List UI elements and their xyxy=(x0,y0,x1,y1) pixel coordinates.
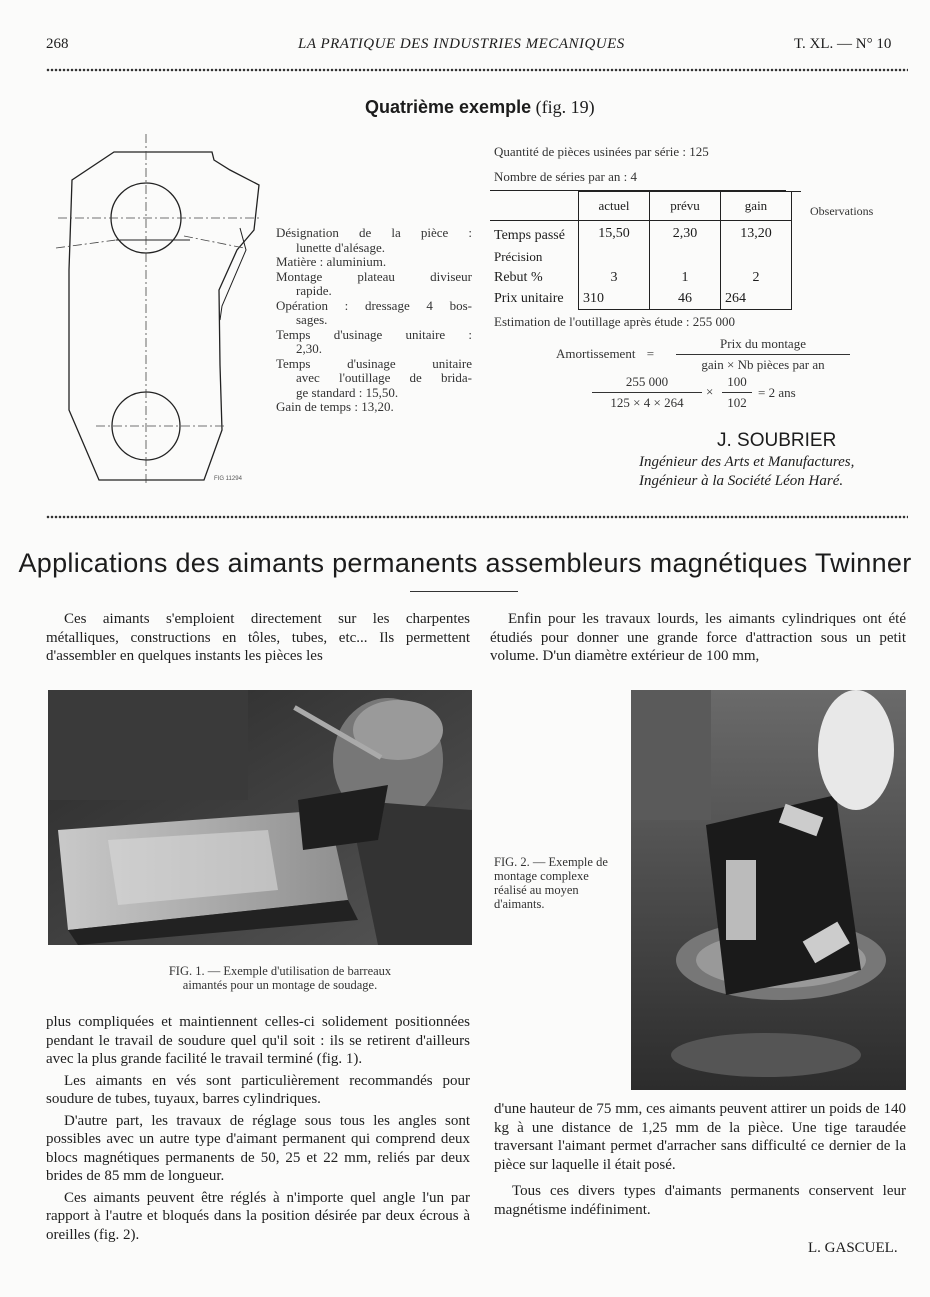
header-dotted-rule xyxy=(46,68,908,72)
right-column-body xyxy=(494,1100,906,1219)
cell xyxy=(650,246,721,267)
figure-1-photo xyxy=(48,690,472,945)
example-title xyxy=(365,97,595,118)
spec-line: Temps d'usinage unitaire xyxy=(276,355,472,371)
calc-numerator: 255 000 xyxy=(625,374,669,389)
paragraph: Ces aimants peuvent être réglés à n'importe quel angle l'un par rapport à l'autre et bloqués dans la position désirée par deux écrous à oreilles (fig. 2). xyxy=(46,1189,470,1243)
paragraph: Ces aimants s'emploient directement sur les charpentes métalliques, constructions en tôles, tubes, etc... Ils permettent d'assembler en quelques instants les pièces les xyxy=(46,611,470,664)
right-column-intro xyxy=(490,610,906,666)
section-dotted-rule xyxy=(46,515,908,519)
figure-2-caption: FIG. 2. — Exemple de montage complexe réalisé au moyen d'aimants. xyxy=(494,855,608,911)
ratio-denominator: 102 xyxy=(727,395,747,410)
figure-1-caption: FIG. 1. — Exemple d'utilisation de barreaux aimantés pour un montage de soudage. xyxy=(168,964,392,992)
cell: 2,30 xyxy=(650,221,721,247)
article-title: Applications des aimants permanents assembleurs magnétiques Twinner xyxy=(18,548,912,578)
spec-line: sages. xyxy=(296,312,328,327)
running-title: LA PRATIQUE DES INDUSTRIES MECANIQUES xyxy=(298,36,625,52)
fraction-bar xyxy=(592,392,702,393)
paragraph: d'une hauteur de 75 mm, ces aimants peuvent attirer un poids de 140 kg à une distance de 1,25 mm de la pièce. Une tige taraudée traversant l'aimant permet d'arracher sans difficulté ce dernier de la pièce sur laquelle il était posé. xyxy=(494,1101,906,1173)
cell: 46 xyxy=(650,288,721,310)
drawing-ref-label: FIG 11294 xyxy=(214,476,242,482)
spec-line: rapide. xyxy=(296,283,332,298)
title-underline xyxy=(410,591,518,592)
paragraph: plus compliquées et maintiennent celles-ci solidement positionnées pendant le travail de soudure quel qu'il soit : ils se retirent d'ailleurs avec la plus grande facilité le travail terminé (fig. 1). xyxy=(46,1014,470,1067)
cell xyxy=(579,246,650,267)
page-number: 268 xyxy=(46,36,69,52)
quantities xyxy=(494,139,709,189)
tooling-estimate: Estimation de l'outillage après étude : 255 000 xyxy=(494,314,735,329)
spec-line: avec l'outillage de brida- xyxy=(296,370,472,385)
spec-line: Matière : aluminium. xyxy=(276,254,387,269)
fraction-bar xyxy=(722,392,752,393)
cell: 15,50 xyxy=(579,221,650,247)
col-header: prévu xyxy=(650,192,721,221)
paragraph: Les aimants en vés sont particulièrement recommandés pour soudure de tubes, tuyaux, barres cylindriques. xyxy=(46,1072,470,1107)
times-sign: × xyxy=(706,384,714,399)
spec-line: 2,30. xyxy=(296,341,322,356)
col-header: gain xyxy=(721,192,792,221)
spec-line: Montage plateau diviseur xyxy=(276,268,472,284)
spec-line: Gain de temps : 13,20. xyxy=(276,399,394,414)
example-title-bold: Quatrième exemple xyxy=(365,97,532,117)
author-name: J. SOUBRIER xyxy=(717,430,837,451)
equals-sign: = xyxy=(646,346,655,361)
example-title-fig: (fig. 19) xyxy=(535,97,595,117)
cell: 3 xyxy=(579,267,650,288)
author-affiliation-1: Ingénieur des Arts et Manufactures, xyxy=(639,454,855,470)
amortization-label xyxy=(556,346,654,362)
spec-line: ge standard : 15,50. xyxy=(296,384,399,400)
col-header: actuel xyxy=(579,192,650,221)
welding-photo xyxy=(48,690,472,945)
amort-denominator: gain × Nb pièces par an xyxy=(701,357,825,372)
left-column-intro xyxy=(46,610,470,666)
issue-number: T. XL. — N° 10 xyxy=(794,36,892,52)
calc-denominator: 125 × 4 × 264 xyxy=(610,395,684,410)
ratio-fraction xyxy=(722,374,752,411)
spec-line: Temps d'usinage unitaire : xyxy=(276,326,472,342)
part-drawing xyxy=(54,130,270,490)
cell: 1 xyxy=(650,267,721,288)
spec-line: Opération : dressage 4 bos- xyxy=(276,297,472,313)
qty-per-series: Quantité de pièces usinées par série : 125 xyxy=(494,144,709,159)
cell xyxy=(721,246,792,267)
left-column-body xyxy=(46,1013,470,1244)
spec-line: lunette d'alésage. xyxy=(296,239,385,255)
table-row xyxy=(490,267,801,288)
amort-label: Amortissement xyxy=(556,346,636,361)
paragraph: Enfin pour les travaux lourds, les aimants cylindriques ont été étudiés pour donner une grande force d'attraction sous un petit volume. D'un diamètre extérieur de 100 mm, xyxy=(490,611,906,664)
part-specifications xyxy=(276,226,472,415)
table-row xyxy=(490,221,801,247)
article-signature: L. GASCUEL. xyxy=(808,1240,898,1256)
ratio-numerator: 100 xyxy=(727,374,747,389)
amort-numerator: Prix du montage xyxy=(720,336,806,351)
row-label: Rebut % xyxy=(494,269,543,285)
row-label: Prix unitaire xyxy=(494,290,564,306)
cell: 13,20 xyxy=(721,221,792,247)
fraction-bar xyxy=(676,354,850,355)
paragraph: D'autre part, les travaux de réglage sous tous les angles sont possibles avec un autre type d'aimant permanent qui comprend deux blocs magnétiques permanents de 50, 25 et 22 mm, reliés par deux brides de 85 mm de longueur. xyxy=(46,1112,470,1184)
author-affiliation-2: Ingénieur à la Société Léon Haré. xyxy=(639,473,844,489)
observations-header: Observations xyxy=(810,204,874,218)
formula-result: = 2 ans xyxy=(758,385,796,400)
row-label: Temps passé xyxy=(490,221,579,247)
cell: 264 xyxy=(721,288,792,310)
results-table xyxy=(490,191,801,310)
table-row xyxy=(490,288,801,310)
calc-fraction xyxy=(592,374,702,411)
amort-fraction xyxy=(676,336,850,373)
figure-2-photo xyxy=(631,690,906,1090)
row-label: Précision xyxy=(494,248,543,264)
series-per-year: Nombre de séries par an : 4 xyxy=(494,169,637,184)
table-row xyxy=(490,246,801,267)
paragraph: Tous ces divers types d'aimants permanents conservent leur magnétisme indéfiniment. xyxy=(494,1183,906,1218)
magnet-assembly-photo xyxy=(631,690,906,1090)
cell: 2 xyxy=(721,267,792,288)
cell: 310 xyxy=(579,288,650,310)
spec-line: Désignation de la pièce : xyxy=(276,225,472,240)
